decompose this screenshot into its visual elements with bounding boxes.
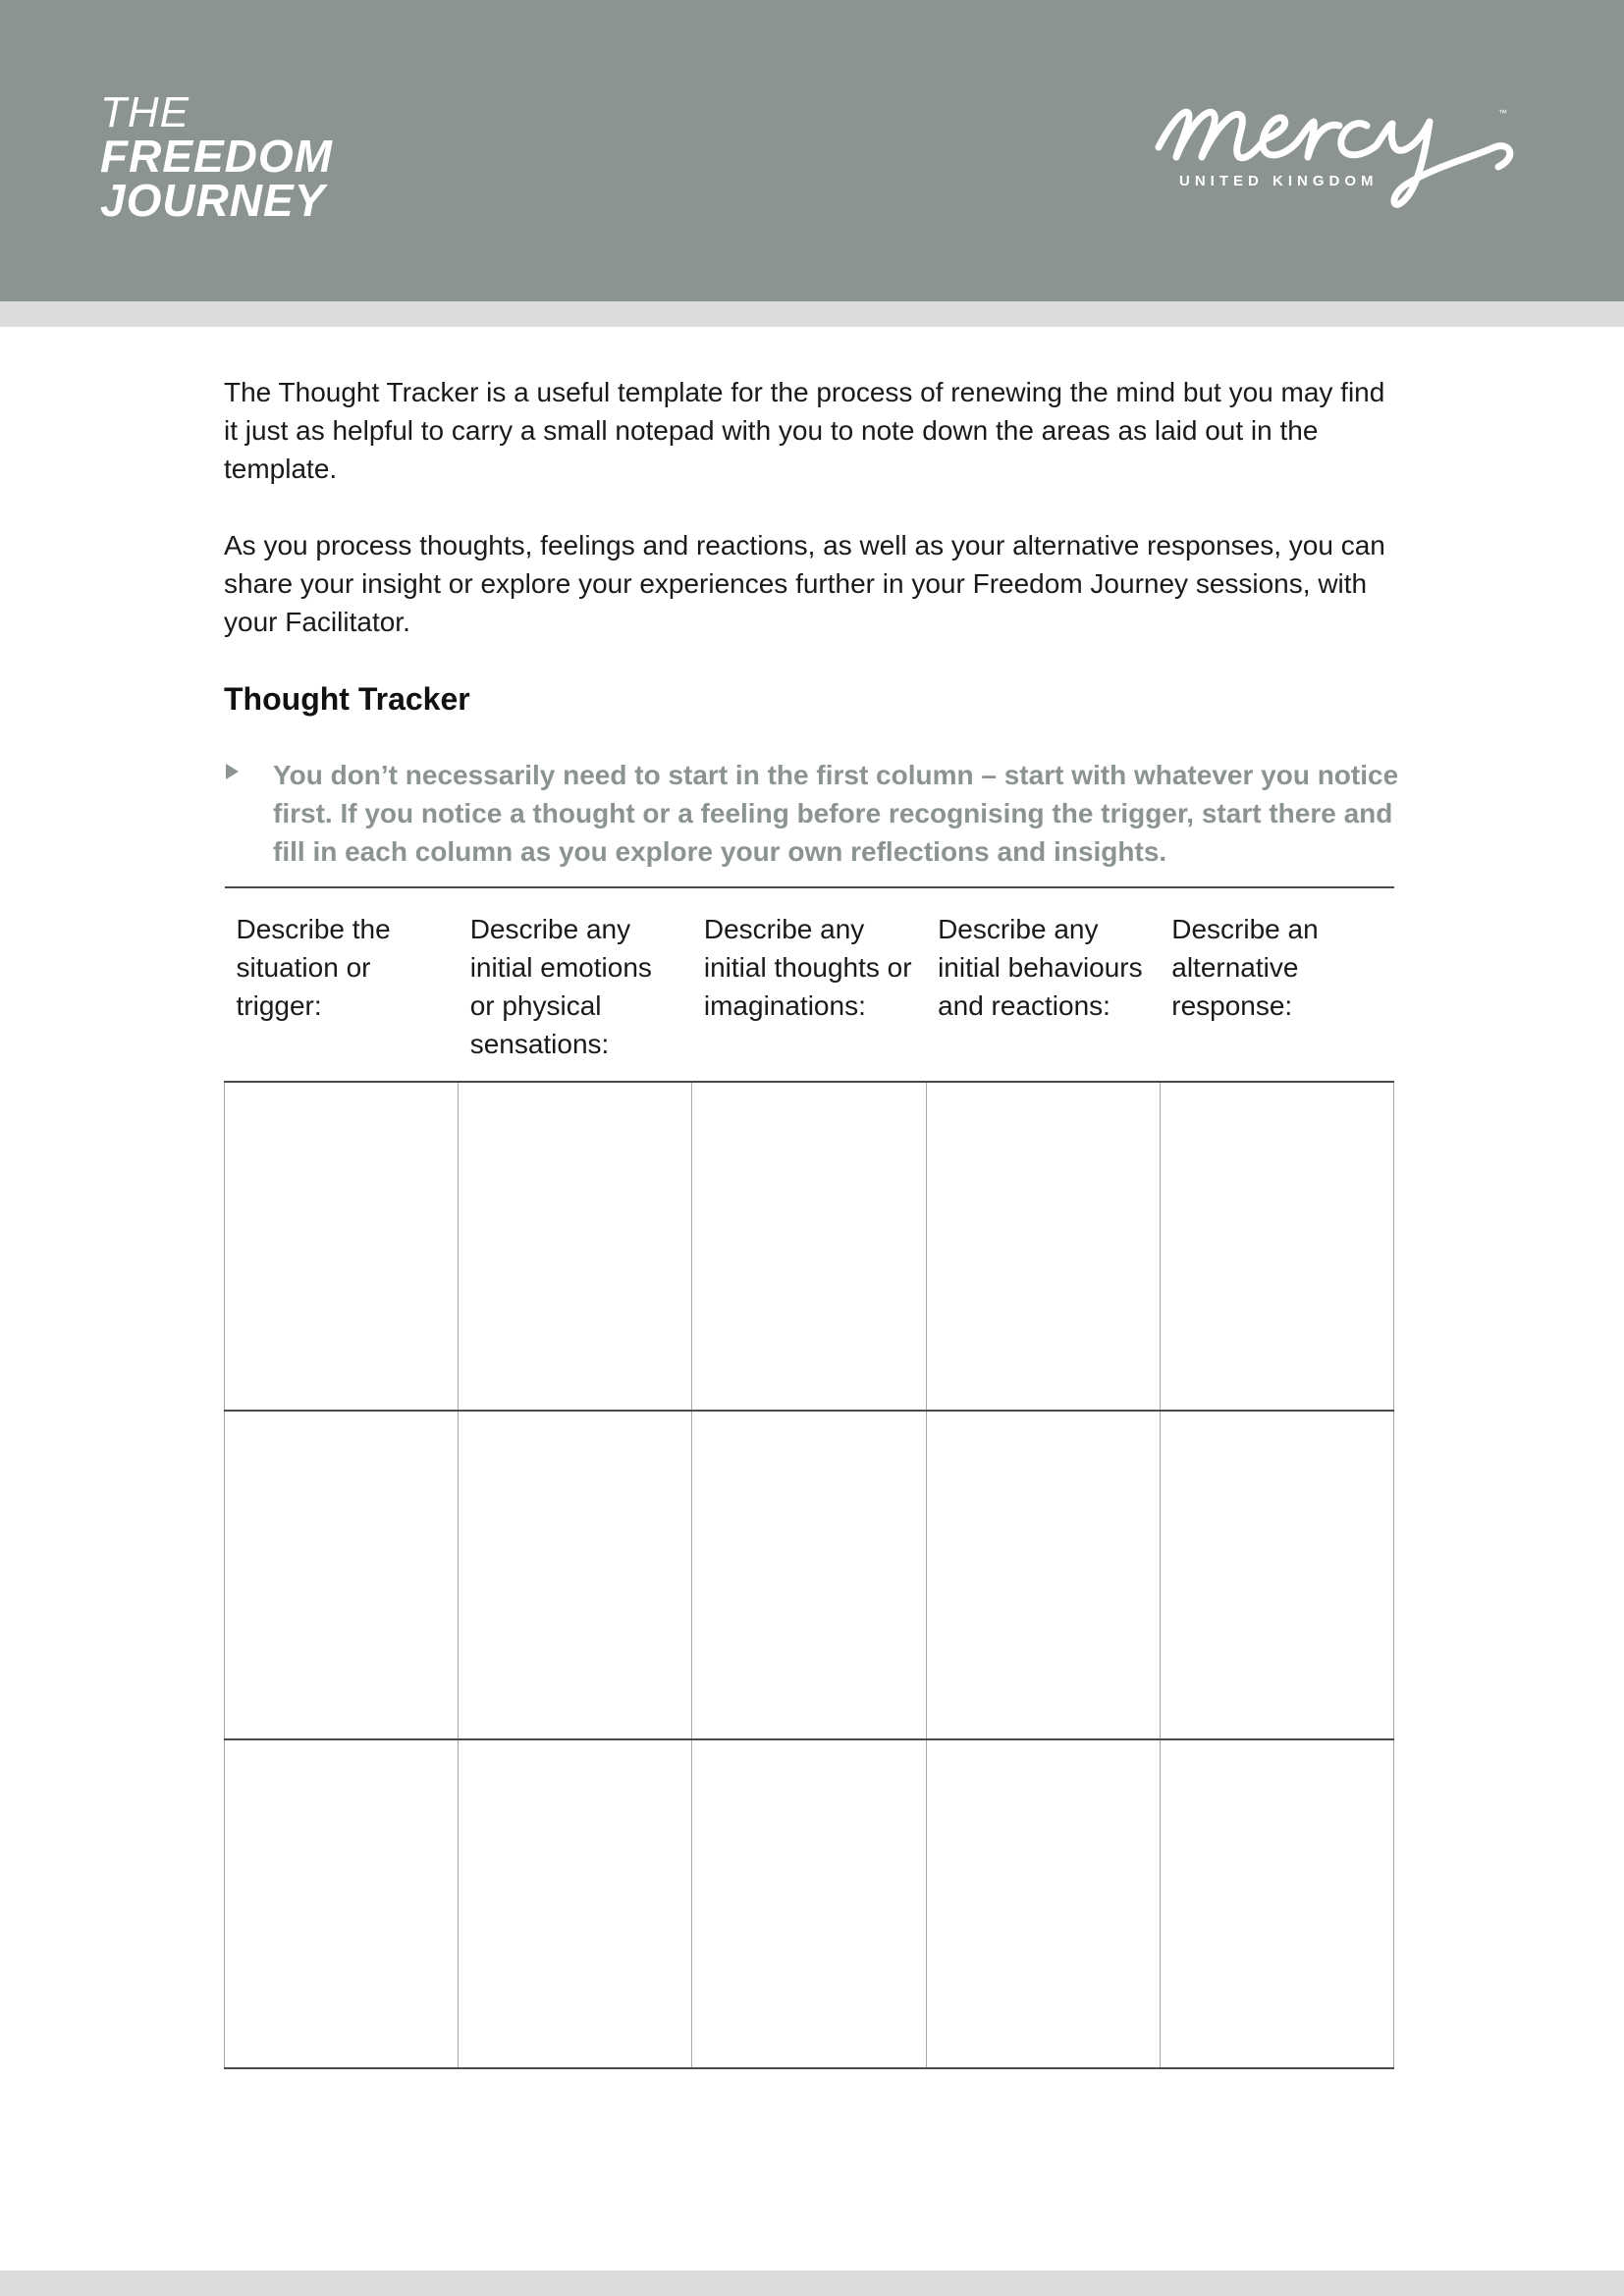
content-area bbox=[224, 373, 1402, 871]
instruction-bullet bbox=[224, 756, 1402, 871]
logo-freedom: FREEDOM bbox=[100, 131, 333, 182]
svg-text:™: ™ bbox=[1498, 108, 1507, 118]
table-row bbox=[225, 1739, 1394, 2068]
table-cell[interactable] bbox=[459, 1739, 692, 2068]
thought-tracker-table bbox=[224, 886, 1394, 2069]
footer-stripe bbox=[0, 2270, 1624, 2296]
section-title: Thought Tracker bbox=[224, 681, 470, 717]
table-cell[interactable] bbox=[1160, 1411, 1393, 1739]
table-cell[interactable] bbox=[692, 1082, 926, 1411]
table-cell[interactable] bbox=[692, 1739, 926, 2068]
mercy-wordmark-icon bbox=[1149, 88, 1542, 236]
intro-paragraph-2: As you process thoughts, feelings and reactions, as well as your alternative responses, you can share your insight or explore your experiences further in your Freedom Journey sessions, with your Facilitator. bbox=[224, 530, 1385, 637]
column-header-situation: Describe the situation or trigger: bbox=[225, 887, 459, 1082]
header-stripe bbox=[0, 301, 1624, 327]
table-cell[interactable] bbox=[926, 1739, 1160, 2068]
table-cell[interactable] bbox=[1160, 1082, 1393, 1411]
triangle-bullet-icon bbox=[226, 764, 239, 779]
header-banner bbox=[0, 0, 1624, 301]
mercy-logo-subtitle: UNITED KINGDOM bbox=[1179, 173, 1379, 189]
table-row bbox=[225, 1082, 1394, 1411]
logo-journey: JOURNEY bbox=[100, 175, 326, 226]
column-header-alternative: Describe an alternative response: bbox=[1160, 887, 1393, 1082]
table-cell[interactable] bbox=[926, 1082, 1160, 1411]
table-cell[interactable] bbox=[225, 1411, 459, 1739]
instruction-text: You don’t necessarily need to start in the first column – start with whatever you notice first. If you notice a thought or a feeling before recognising the trigger, start there and fill in each column as you explore your own reflections and insights. bbox=[273, 760, 1399, 867]
table-cell[interactable] bbox=[926, 1411, 1160, 1739]
table-row bbox=[225, 1411, 1394, 1739]
column-header-thoughts: Describe any initial thoughts or imaginations: bbox=[692, 887, 926, 1082]
logo-the: THE bbox=[100, 88, 189, 136]
table-cell[interactable] bbox=[459, 1082, 692, 1411]
table-cell[interactable] bbox=[459, 1411, 692, 1739]
table-cell[interactable] bbox=[1160, 1739, 1393, 2068]
intro-paragraph-1: The Thought Tracker is a useful template for the process of renewing the mind but you may find it just as helpful to carry a small notepad with you to note down the areas as laid out in the template. bbox=[224, 377, 1385, 484]
table-cell[interactable] bbox=[225, 1082, 459, 1411]
table-cell[interactable] bbox=[692, 1411, 926, 1739]
table-cell[interactable] bbox=[225, 1739, 459, 2068]
table-header-row bbox=[225, 887, 1394, 1082]
freedom-journey-logo bbox=[100, 88, 333, 226]
column-header-emotions: Describe any initial emotions or physical sensations: bbox=[459, 887, 692, 1082]
mercy-logo bbox=[1149, 88, 1542, 236]
column-header-behaviours: Describe any initial behaviours and reactions: bbox=[926, 887, 1160, 1082]
